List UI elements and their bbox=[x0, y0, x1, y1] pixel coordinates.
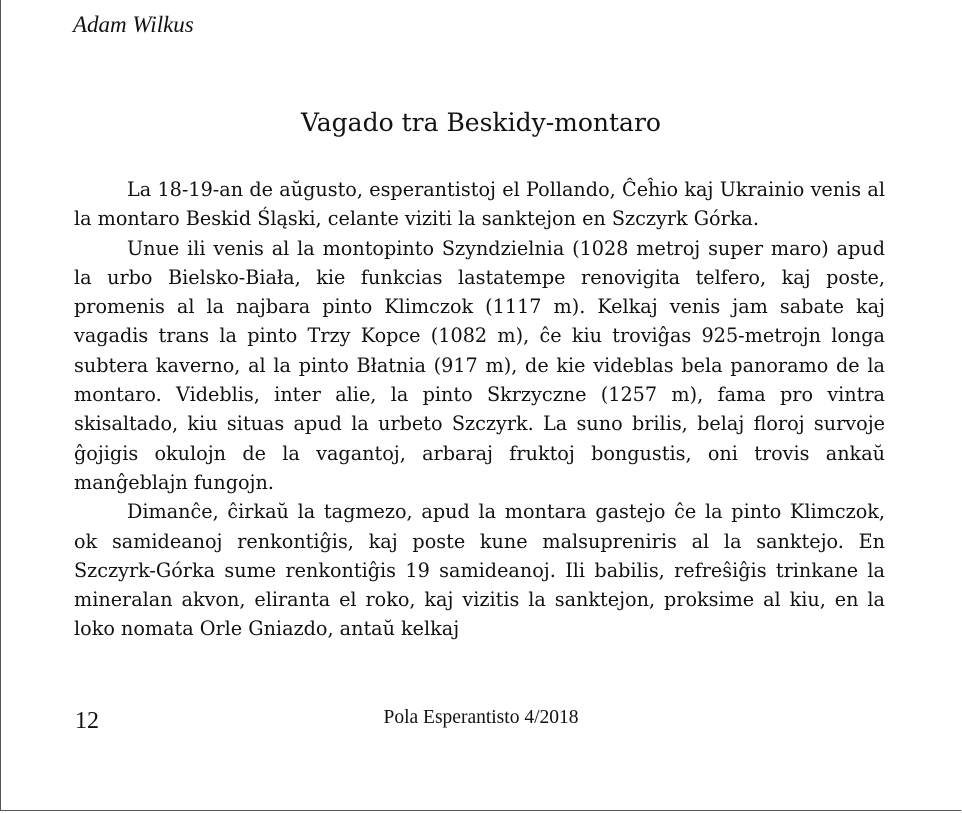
article-body bbox=[74, 175, 885, 644]
page-number: 12 bbox=[75, 708, 99, 734]
article-title: Vagado tra Beskidy-montaro bbox=[301, 108, 661, 137]
journal-name: Pola Esperantisto 4/2018 bbox=[383, 707, 579, 728]
author-name: Adam Wilkus bbox=[73, 12, 194, 37]
paragraph: Dimanĉe, ĉirkaŭ la tagmezo, apud la montara gastejo ĉe la pinto Klimczok, ok samideanoj renkontiĝis, kaj poste kune malsupreniris al la sanktejo. En Szczyrk-Górka sume renkontiĝis 19 samideanoj. Ili babilis, refreŝiĝis trinkane la mineralan akvon, eliranta el roko, kaj vizitis la sanktejon, proksime al kiu, en la loko nomata Orle Gniazdo, antaŭ kelkaj bbox=[74, 500, 885, 641]
paragraph: Unue ili venis al la montopinto Szyndzielnia (1028 metroj super maro) apud la urbo Bielsko-Biała, kie funkcias lastatempe renovigita telfero, kaj poste, promenis al la najbara pinto Klimczok (1117 m). Kelkaj venis jam sabate kaj vagadis trans la pinto Trzy Kopce (1082 m), ĉe kiu troviĝas 925-metrojn longa subtera kaverno, al la pinto Błatnia (917 m), de kie videblas bela panoramo de la montaro. Videblis, inter alie, la pinto Skrzyczne (1257 m), fama pro vintra skisaltado, kiu situas apud la urbeto Szczyrk. La suno brilis, belaj floroj survoje ĝojigis okulojn de la vagantoj, arbaraj fruktoj bongustis, oni trovis ankaŭ manĝeblajn fungojn. bbox=[74, 236, 885, 494]
paragraph: La 18-19-an de aŭgusto, esperantistoj el Pollando, Ĉeĥio kaj Ukrainio venis al la montaro Beskid Śląski, celante viziti la sanktejon en Szczyrk Górka. bbox=[74, 178, 885, 231]
